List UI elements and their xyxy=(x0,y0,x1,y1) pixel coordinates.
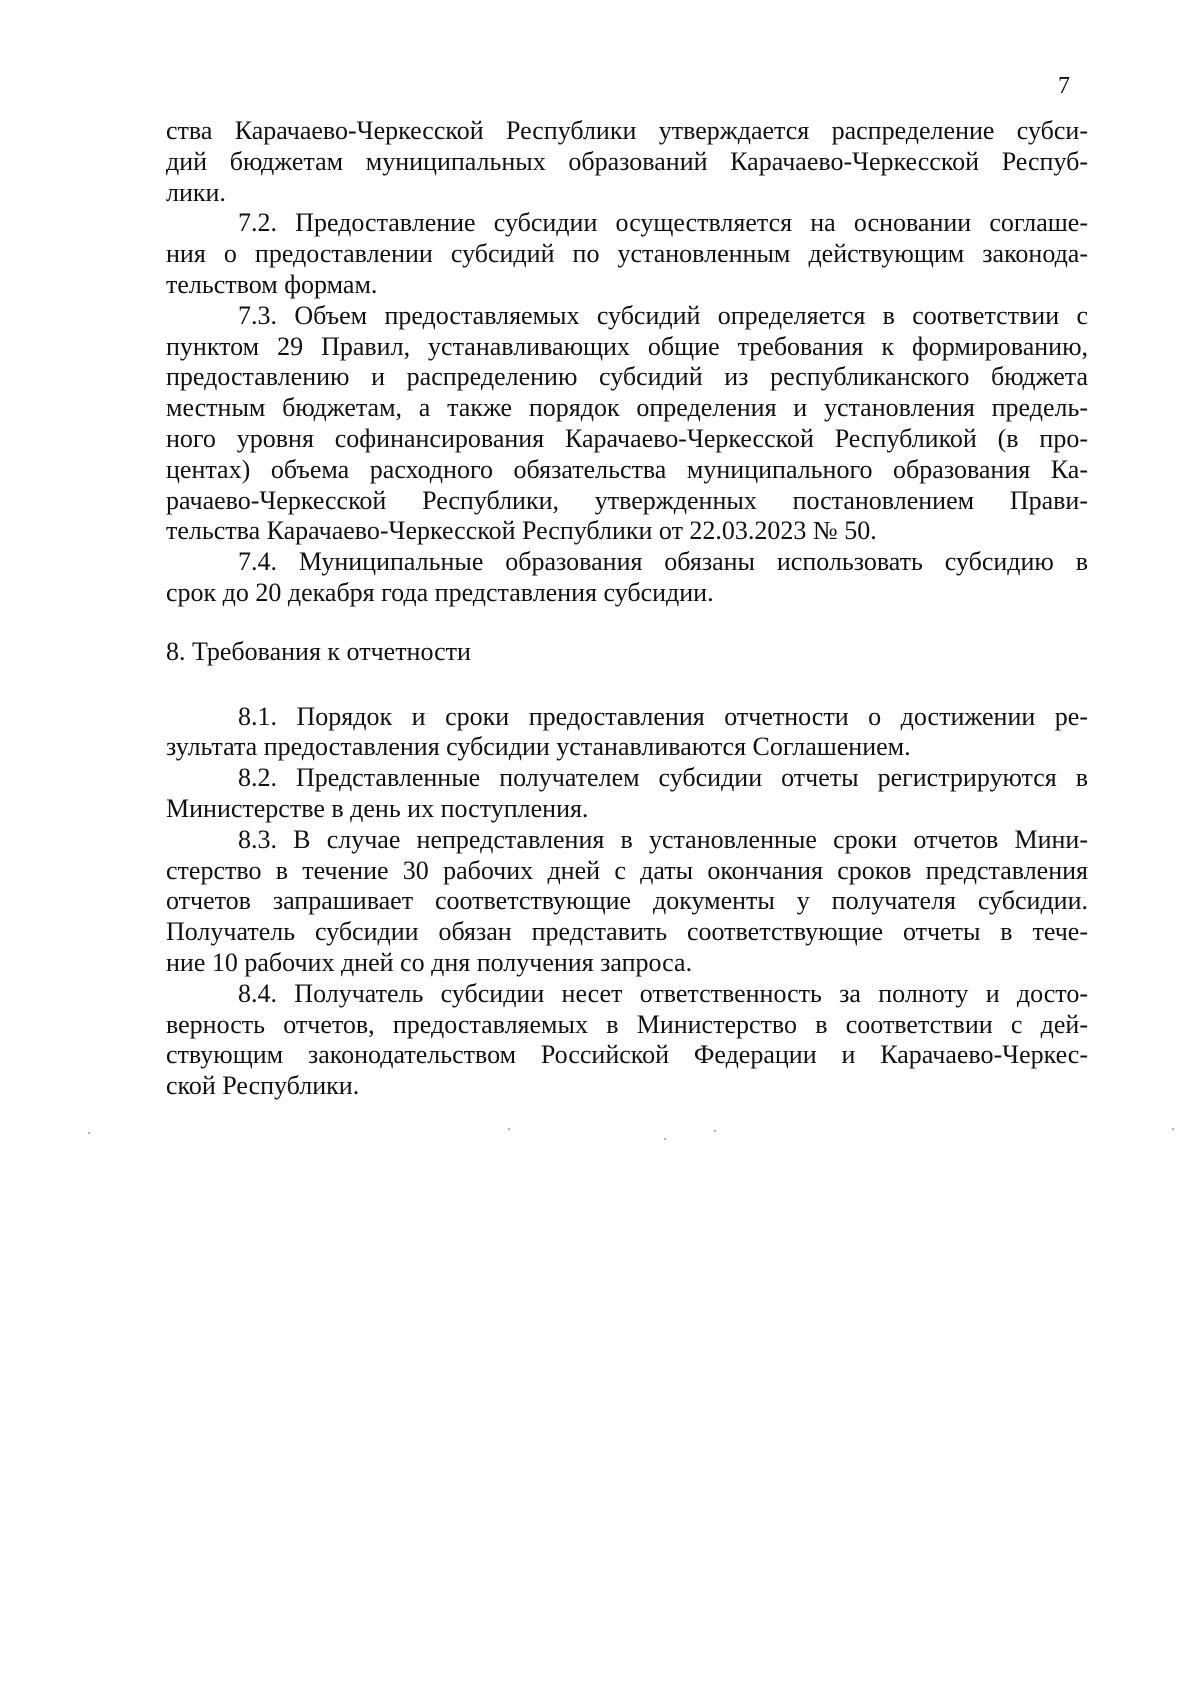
scan-speck xyxy=(714,1130,716,1132)
text-line: пунктом 29 Правил, устанавливающих общие требования к формированию, xyxy=(166,331,1088,361)
paragraph-8-2 xyxy=(166,763,1088,825)
paragraph-7-2 xyxy=(166,208,1088,300)
scan-speck xyxy=(1172,1128,1174,1130)
text-line: Министерстве в день их поступления. xyxy=(166,793,589,823)
page-number: 7 xyxy=(1058,73,1070,99)
paragraph-8-1 xyxy=(166,702,1088,764)
text-line: рачаево-Черкесской Республики, утвержденных постановлением Прави- xyxy=(166,485,1088,515)
text-line: Получатель субсидии обязан представить соответствующие отчеты в тече- xyxy=(166,917,1088,947)
scan-speck xyxy=(508,1128,510,1130)
text-line: местным бюджетам, а также порядок определения и установления предель- xyxy=(166,393,1088,423)
section-heading: 8. Требования к отчетности xyxy=(166,636,471,666)
text-line: 8.1. Порядок и сроки предоставления отчетности о достижении ре- xyxy=(238,701,1088,731)
text-line: зультата предоставления субсидии устанавливаются Соглашением. xyxy=(166,732,911,762)
text-line: 7.2. Предоставление субсидии осуществляется на основании соглаше- xyxy=(238,208,1088,238)
text-line: отчетов запрашивает соответствующие документы у получателя субсидии. xyxy=(166,886,1088,916)
scan-speck xyxy=(88,1132,90,1134)
text-line: дий бюджетам муниципальных образований Карачаево-Черкесской Респуб- xyxy=(166,146,1088,176)
text-line: 7.4. Муниципальные образования обязаны использовать субсидию в xyxy=(238,547,1088,577)
paragraph-7-1-continuation xyxy=(166,116,1088,208)
text-line: ской Республики. xyxy=(166,1071,360,1101)
text-line: 8.3. В случае непредставления в установленные сроки отчетов Мини- xyxy=(238,824,1088,854)
text-line: ного уровня софинансирования Карачаево-Черкесской Республикой (в про- xyxy=(166,423,1088,453)
text-line: тельства Карачаево-Черкесской Республики от 22.03.2023 № 50. xyxy=(166,516,877,546)
text-line: центах) объема расходного обязательства муниципального образования Ка- xyxy=(166,454,1088,484)
text-line: лики. xyxy=(166,177,226,207)
scan-speck xyxy=(664,1138,666,1140)
text-line: ние 10 рабочих дней со дня получения запроса. xyxy=(166,947,693,977)
paragraph-7-4 xyxy=(166,547,1088,609)
text-line: ния о предоставлении субсидий по установленным действующим законода- xyxy=(166,239,1088,269)
text-line: стерство в течение 30 рабочих дней с даты окончания сроков представления xyxy=(166,855,1088,885)
paragraph-7-3 xyxy=(166,301,1088,547)
document-body xyxy=(166,116,1088,1102)
text-line: 7.3. Объем предоставляемых субсидий определяется в соответствии с xyxy=(238,300,1088,330)
text-line: 8.4. Получатель субсидии несет ответственность за полноту и досто- xyxy=(238,978,1088,1008)
text-line: срок до 20 декабря года представления субсидии. xyxy=(166,577,714,607)
text-line: предоставлению и распределению субсидий из республиканского бюджета xyxy=(166,362,1088,392)
paragraph-8-4 xyxy=(166,979,1088,1102)
text-line: ствующим законодательством Российской Федерации и Карачаево-Черкес- xyxy=(166,1040,1088,1070)
text-line: 8.2. Представленные получателем субсидии отчеты регистрируются в xyxy=(238,763,1088,793)
text-line: ства Карачаево-Черкесской Республики утверждается распределение субси- xyxy=(166,116,1088,145)
text-line: тельством формам. xyxy=(166,269,378,299)
text-line: верность отчетов, предоставляемых в Министерство в соответствии с дей- xyxy=(166,1009,1088,1039)
paragraph-8-3 xyxy=(166,825,1088,979)
